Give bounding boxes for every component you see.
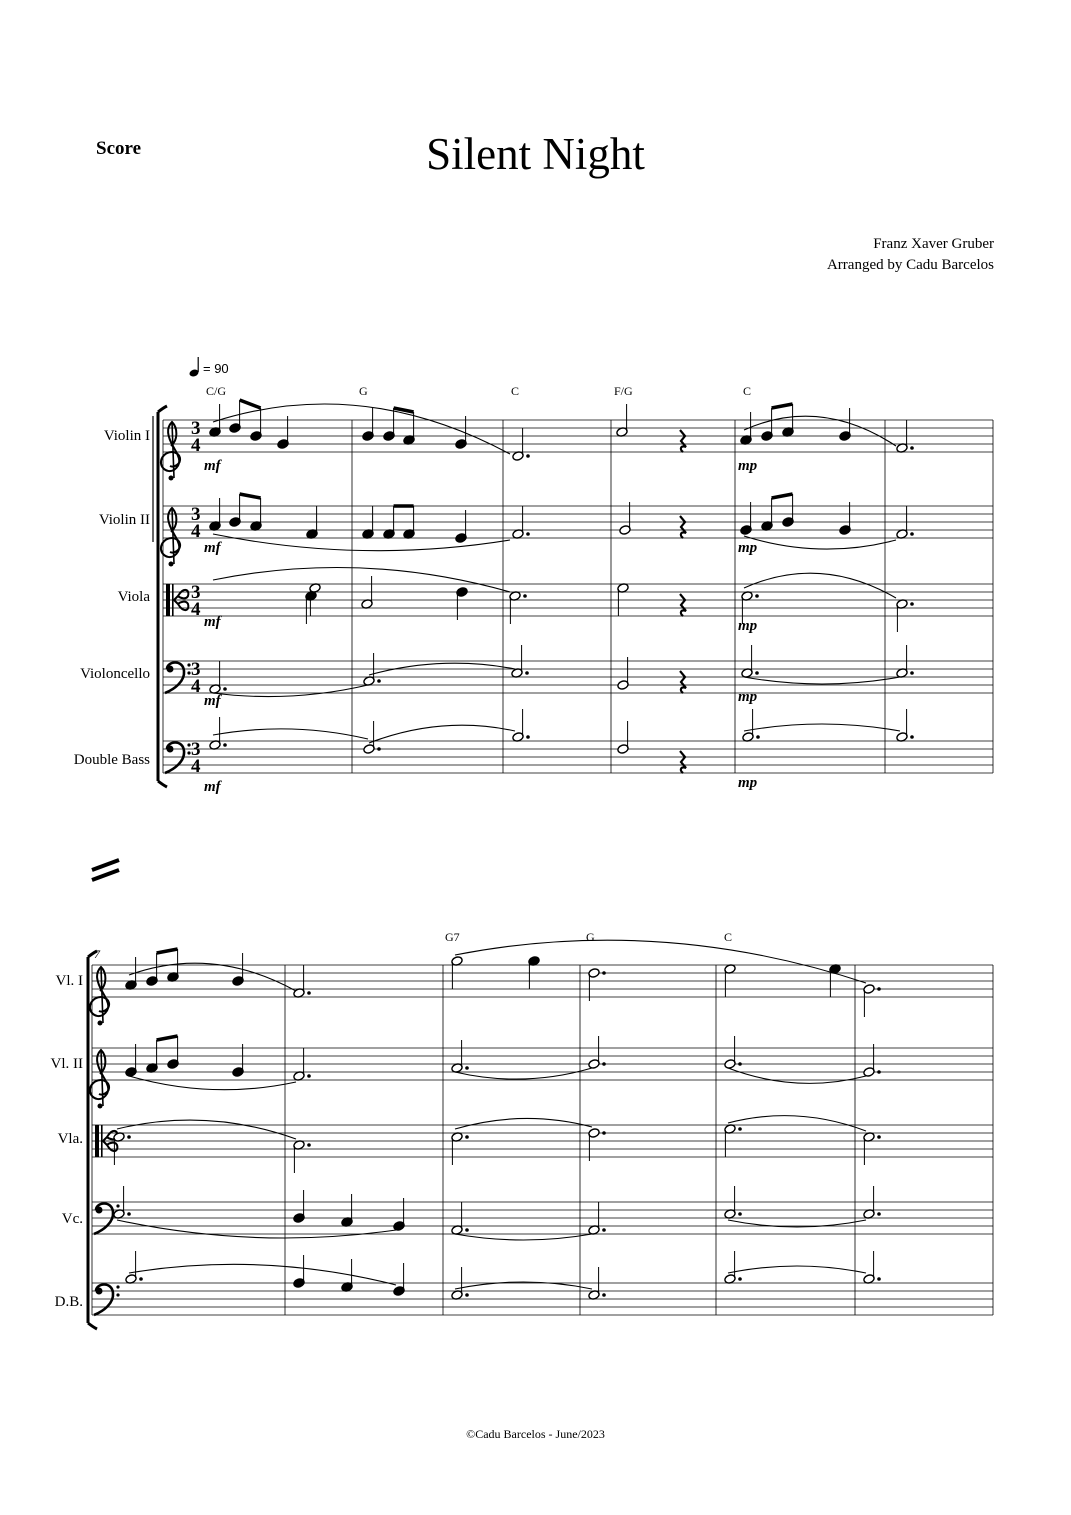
slur — [455, 940, 866, 983]
bass-clef-icon — [94, 1285, 120, 1316]
time-signature: 4 — [191, 435, 201, 456]
slur — [455, 1234, 592, 1240]
dynamic-marking: mf — [204, 614, 221, 630]
time-signature: 3 — [191, 418, 201, 439]
dynamic-marking: mf — [204, 779, 221, 795]
instrument-name-violin2: Violin II — [98, 512, 150, 528]
composer: Franz Xaver Gruber — [873, 236, 994, 252]
augmentation-dot — [738, 1062, 742, 1066]
slur — [744, 724, 900, 731]
chord-symbol: G7 — [445, 930, 460, 944]
augmentation-dot — [877, 1070, 881, 1074]
augmentation-dot — [127, 1212, 131, 1216]
augmentation-dot — [465, 1293, 469, 1297]
dynamic-marking: mp — [738, 458, 758, 474]
augmentation-dot — [523, 594, 527, 598]
copyright-footer: ©Cadu Barcelos - June/2023 — [466, 1427, 605, 1441]
slur — [728, 1068, 866, 1083]
augmentation-dot — [307, 1143, 311, 1147]
augmentation-dot — [910, 446, 914, 450]
augmentation-dot — [307, 991, 311, 995]
instrument-name-violin1: Vl. I — [55, 973, 83, 989]
treble-clef-icon — [161, 422, 180, 481]
augmentation-dot — [910, 532, 914, 536]
tempo-marking: = 90 — [203, 361, 229, 376]
dynamic-marking: mp — [738, 618, 758, 634]
instrument-name-bass: D.B. — [54, 1294, 83, 1310]
time-signature: 4 — [191, 756, 201, 777]
time-signature: 3 — [191, 582, 201, 603]
chord-symbol: C — [743, 384, 752, 398]
time-signature: 4 — [191, 676, 201, 697]
slur — [129, 1264, 396, 1285]
chord-symbol: C — [724, 930, 733, 944]
time-signature: 3 — [191, 504, 201, 525]
slur — [369, 725, 515, 743]
page-title: Silent Night — [426, 129, 645, 179]
quarter-rest — [680, 516, 686, 538]
augmentation-dot — [307, 1074, 311, 1078]
quarter-rest — [680, 751, 686, 773]
bass-clef-icon — [94, 1204, 120, 1235]
system-bracket — [158, 406, 167, 787]
quarter-rest — [680, 594, 686, 616]
augmentation-dot — [910, 735, 914, 739]
quarter-rest — [680, 671, 686, 693]
time-signature: 3 — [191, 659, 201, 680]
augmentation-dot — [877, 987, 881, 991]
augmentation-dot — [127, 1135, 131, 1139]
slur — [117, 1220, 396, 1238]
measure-number: 7 — [94, 947, 100, 961]
chord-symbol: C — [511, 384, 520, 398]
augmentation-dot — [377, 679, 381, 683]
chord-symbol: C/G — [206, 384, 227, 398]
slur — [744, 677, 900, 684]
augmentation-dot — [738, 1127, 742, 1131]
chord-symbol: G — [586, 930, 595, 944]
augmentation-dot — [877, 1277, 881, 1281]
arranger: Arranged by Cadu Barcelos — [826, 257, 994, 273]
time-signature: 4 — [191, 521, 201, 542]
dynamic-marking: mf — [204, 458, 221, 474]
augmentation-dot — [738, 1212, 742, 1216]
augmentation-dot — [602, 1293, 606, 1297]
chord-symbol: F/G — [614, 384, 633, 398]
slur — [728, 1116, 866, 1131]
augmentation-dot — [756, 735, 760, 739]
augmentation-dot — [602, 1062, 606, 1066]
augmentation-dot — [602, 971, 606, 975]
dynamic-marking: mp — [738, 775, 758, 791]
augmentation-dot — [465, 1228, 469, 1232]
instrument-name-cello: Vc. — [61, 1211, 83, 1227]
beam — [157, 949, 178, 953]
augmentation-dot — [526, 454, 530, 458]
augmentation-dot — [910, 602, 914, 606]
slur — [728, 1266, 866, 1273]
augmentation-dot — [525, 671, 529, 675]
chord-symbol: G — [359, 384, 368, 398]
instrument-name-bass: Double Bass — [73, 752, 150, 768]
slur — [117, 1120, 296, 1139]
augmentation-dot — [877, 1135, 881, 1139]
augmentation-dot — [877, 1212, 881, 1216]
quarter-rest — [680, 430, 686, 452]
treble-clef-icon — [161, 508, 180, 567]
beam — [157, 1036, 178, 1040]
dynamic-marking: mf — [204, 693, 221, 709]
augmentation-dot — [755, 671, 759, 675]
augmentation-dot — [465, 1066, 469, 1070]
slur — [455, 1068, 592, 1079]
time-signature: 4 — [191, 599, 201, 620]
augmentation-dot — [223, 687, 227, 691]
dynamic-marking: mp — [738, 540, 758, 556]
slur — [744, 573, 896, 598]
slur — [744, 416, 896, 446]
slur — [213, 685, 368, 697]
augmentation-dot — [738, 1277, 742, 1281]
beam — [240, 400, 261, 408]
slur — [455, 1118, 592, 1129]
augmentation-dot — [602, 1228, 606, 1232]
augmentation-dot — [602, 1131, 606, 1135]
augmentation-dot — [526, 532, 530, 536]
bass-clef-icon — [165, 743, 191, 774]
bass-clef-icon — [165, 663, 191, 694]
augmentation-dot — [377, 747, 381, 751]
instrument-name-violin2: Vl. II — [50, 1056, 83, 1072]
dynamic-marking: mp — [738, 689, 758, 705]
augmentation-dot — [755, 594, 759, 598]
treble-clef-icon — [90, 967, 109, 1026]
instrument-name-viola: Viola — [117, 589, 150, 605]
time-signature: 3 — [191, 739, 201, 760]
beam — [772, 494, 793, 498]
augmentation-dot — [139, 1277, 143, 1281]
system-separator-icon — [92, 860, 119, 880]
instrument-name-violin1: Violin I — [103, 428, 150, 444]
treble-clef-icon — [90, 1050, 109, 1109]
augmentation-dot — [526, 735, 530, 739]
beam — [772, 404, 793, 408]
score-label: Score — [96, 138, 142, 159]
augmentation-dot — [465, 1135, 469, 1139]
slur — [129, 1076, 296, 1090]
instrument-name-viola: Vla. — [57, 1131, 83, 1147]
beam — [240, 494, 261, 498]
augmentation-dot — [223, 743, 227, 747]
dynamic-marking: mf — [204, 540, 221, 556]
instrument-name-cello: Violoncello — [80, 666, 150, 682]
slur — [213, 729, 368, 739]
augmentation-dot — [910, 671, 914, 675]
